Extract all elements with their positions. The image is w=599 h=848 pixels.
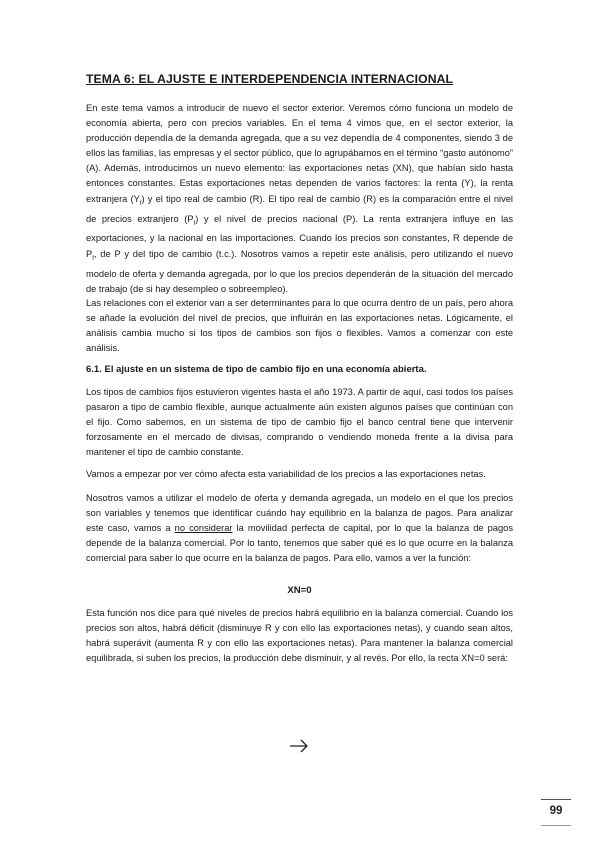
paragraph-function: Esta función nos dice para qué niveles de precios habrá equilibrio en la balanza comercial. Cuando los precios son altos, habrá déficit (disminuye R y con ello las exportaciones netas), y cuando sean altos, habrá superávit (aumenta R y con ello las exportaciones netas). Para mantener la balanza comercial equilibrada, si suben los precios, la producción debe disminuir, y al revés. Por ello, la recta XN=0 será: <box>86 608 513 664</box>
text-run: Nosotros vamos a utilizar el modelo de oferta y demanda agregada, un modelo en el que los precios son variables y tenemos que identificar cuándo hay equilibrio en la balanza de pagos. Para analizar este caso, vamos a <box>86 493 513 534</box>
page-number-rule <box>541 825 571 826</box>
paragraph-fixed-rates: Los tipos de cambios fijos estuvieron vigentes hasta el año 1973. A partir de aquí, casi todos los países pasaron a tipo de cambio flexible, aunque actualmente aún existen algunos países que continúan con el fijo. Como sabemos, en un sistema de tipo de cambio fijo el banco central tiene que intervenir forzosamente en el mercado de divisas, comprando o vendiendo moneda frente a la divisa para mantener el tipo de cambio constante. <box>86 387 513 458</box>
paragraph-intro <box>86 101 513 297</box>
page-number: 99 <box>549 805 563 817</box>
text-run: ) y el nivel de precios nacional (P). La renta extranjera influye en las exportaciones, y la nacional en las importaciones. Cuando los precios son constantes, R depende de P <box>86 213 513 259</box>
underlined-text: no considerar <box>174 523 233 534</box>
paragraph-variability: Vamos a empezar por ver cómo afecta esta variabilidad de los precios a las exportaciones netas. <box>86 469 486 479</box>
subscript: f <box>193 220 196 227</box>
section-heading: 6.1. El ajuste en un sistema de tipo de cambio fijo en una economía abierta. <box>86 364 427 375</box>
paragraph-relations: Las relaciones con el exterior van a ser determinantes para lo que ocurra dentro de un país, pero ahora se añade la evolución del nivel de precios, que influirán en las exportaciones netas. Lógicamente, el análisis cambia mucho si los tipos de cambios son fijos o flexibles. Vamos a comenzar con este análisis. <box>86 298 513 354</box>
paragraph-model <box>86 491 513 566</box>
text-run: ) y el tipo real de cambio (R). El tipo real de cambio (R) es la comparación entre el nivel de precios extranjero (P <box>86 193 513 224</box>
text-run: En este tema vamos a introducir de nuevo el sector exterior. Veremos cómo funciona un modelo de economía abierta, pero con precios variables. En el tema 4 vimos que, en el sector exterior, la producción dependía de la demanda agregada, que a su vez dependía de 4 componentes, siendo 3 de ellos las familias, las empresas y el sector público, que lo agrupábamos en el término “gasto autónomo” (A). Además, introducimos un nuevo elemento: las exportaciones netas (XN), que habían sido hasta entonces constantes. Estas exportaciones netas dependen de varios factores: la renta (Y), la renta extranjera (Y <box>86 103 513 204</box>
chapter-title: TEMA 6: EL AJUSTE E INTERDEPENDENCIA INTERNACIONAL <box>86 72 454 86</box>
right-arrow-icon <box>288 738 310 754</box>
subscript: f <box>139 200 142 207</box>
equation: XN=0 <box>287 585 312 596</box>
subscript: f <box>92 255 94 262</box>
text-run: la movilidad perfecta de capital, por lo que la balanza de pagos depende de la balanza comercial. Por lo tanto, tenemos que saber qué es lo que ocurre en la balanza comercial para saber lo que ocurre en la balanza de pagos. Para ello, vamos a ver la función: <box>86 523 513 564</box>
text-run: , de P y del tipo de cambio (t.c.). Nosotros vamos a repetir este análisis, pero utilizando el nuevo modelo de oferta y demanda agregada, por lo que los precios dependerán de la situación del mercado de trabajo (de si hay desempleo o sobreempleo). <box>86 248 513 294</box>
